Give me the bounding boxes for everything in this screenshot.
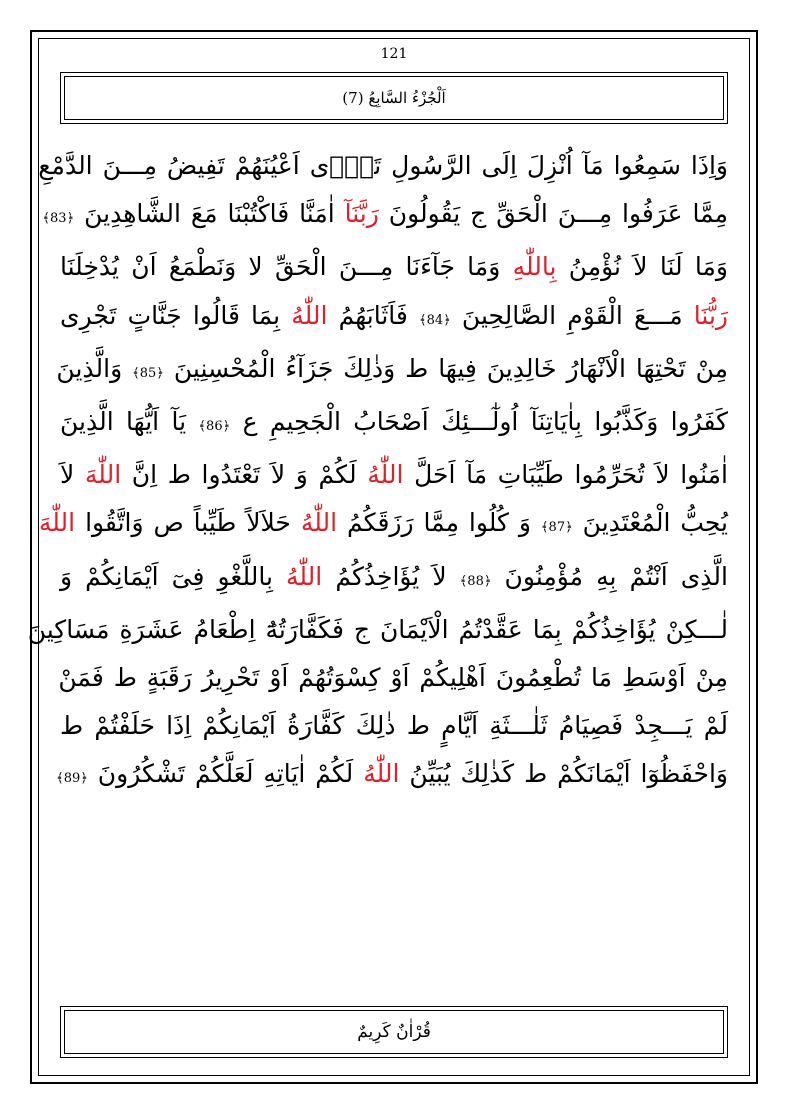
verse-line [27,606,728,654]
verse-line [60,292,728,345]
divine-name: رَبُّنَا [693,300,728,330]
verse-line [60,451,728,499]
ayah-number: ﴿85﴾ [132,365,164,381]
verse-segment: لاَ يُؤَاخِذُكُمُ [322,561,460,591]
verse-line [60,243,728,291]
divine-name: اللّٰهُ [286,561,323,591]
verse-segment: مِنْ اَوْسَطِ مَا تُطْعِمُونَ اَهْلِيكُمْ اَوْ كِسْوَتُهُمْ اَوْ تَحْرِيرُ رَقَبَةٍ ط فَمَنْ [58,663,728,693]
verse-segment: وَمَا جَآءَنَا مِـــنَ الْحَقِّ لا وَنَطْمَعُ اَنْ يُدْخِلَنَا [60,252,513,282]
verse-line [60,702,728,750]
verse-segment: وَالَّذِينَ [56,353,133,383]
page-number: 121 [380,46,408,62]
footer-title: قُرْاٰنٌ كَرِيمٌ [357,1022,431,1042]
divine-name: اللّٰهُ [291,300,328,330]
verse-line [56,345,728,398]
verse-segment: وَاِذَا سَمِعُوا مَآ اُنْزِلَ اِلَى الرَّسُولِ تَرٰۤى اَعْيُنَهُمْ تَفِيضُ مِـــنَ الدَّمْعِ [38,151,728,180]
verse-line [60,654,728,702]
verse-segment: بِاللَّغْوِ فِىٓ اَيْمَانِكُمْ وَ [60,561,286,591]
verse-segment: اٰمَنَّا فَاكْتُبْنَا مَعَ الشَّاهِدِينَ [74,199,345,229]
divine-name: بِاللّٰهِ [512,252,557,282]
juz-title: اَلْجُزْءُ السَّابِعُ (7) [342,89,446,107]
verse-segment: لَكُمْ اٰيَاتِهِ لَعَلَّكُمْ تَشْكُرُونَ [87,759,364,789]
verse-segment: لٰـــكِنْ يُؤَاخِذُكُمْ بِمَا عَقَّدْتُمُ الْاَيْمَانَ ج فَكَفَّارَتُهُٓ اِطْعَامُ عَشَرَةِ مَسَاكِينَ [27,614,728,644]
verse-segment: وَ كُلُوا مِمَّا رَزَقَكُمُ [337,508,541,538]
divine-name: اللّٰهُ [300,508,338,538]
verse-line [42,190,728,243]
verse-segment: الَّذِى اَنْتُمْ بِهِ مُؤْمِنُونَ [491,561,728,591]
verse-segment: وَاحْفَظُوٓا اَيْمَانَكُمْ ط كَذٰلِكَ يُبَيِّنُ [399,759,728,789]
divine-name: اللّٰهَ [38,508,76,538]
verse-segment: مِمَّا عَرَفُوا مِـــنَ الْحَقِّ ج يَقُولُونَ [378,199,728,229]
verse-text-block [27,142,729,789]
footer-box [64,1010,724,1054]
ayah-number: ﴿83﴾ [42,211,75,227]
verse-segment: مَـــعَ الْقَوْمِ الصَّالِحِينَ [450,300,694,330]
ayah-number: ﴿88﴾ [459,573,492,589]
verse-segment: بِمَا قَالُوا جَنَّاتٍ تَجْرِى [60,300,292,330]
divine-name: اللّٰهُ [363,759,400,789]
verse-segment: مِنْ تَحْتِهَا الْاَنْهَارُ خَالِدِينَ فِيهَا ط وَذٰلِكَ جَزَآءُ الْمُحْسِنِينَ [163,353,728,383]
verse-line [38,142,728,190]
ayah-number: ﴿89﴾ [56,771,88,787]
divine-name: اللّٰهُ [367,460,404,490]
verse-segment: اٰمَنُوا لاَ تُحَرِّمُوا طَيِّبَاتِ مَآ اَحَلَّ [403,460,728,490]
verse-segment: حَلاَلاً طَيِّباً ص وَاتَّقُوا [75,508,301,538]
ayah-number: ﴿84﴾ [419,312,451,328]
verse-segment: لَكُمْ وَ لاَ تَعْتَدُوا ط اِنَّ [121,460,368,490]
verse-line [38,499,728,552]
header-box [64,76,724,120]
ayah-number: ﴿86﴾ [198,419,231,435]
verse-segment: فَاَثَابَهُمُ [327,300,419,330]
verse-segment: كَفَرُوا وَكَذَّبُوا بِاٰيَاتِنَآ اُولٰٓـــئِكَ اَصْحَابُ الْجَحِيمِ ع [230,407,729,437]
divine-name: اللّٰهَ [84,460,122,490]
verse-segment: لَمْ يَـــجِدْ فَصِيَامُ ثَلٰـــثَةِ اَيَّامٍ ط ذٰلِكَ كَفَّارَةُ اَيْمَانِكُمْ اِذَا حَلَفْتُمْ ط [60,711,729,741]
verse-segment: وَمَا لَنَا لاَ نُؤْمِنُ [556,252,728,282]
divine-name: رَبَّنَآ [344,199,379,229]
verse-segment: يُحِبُّ الْمُعْتَدِينَ [572,508,728,538]
verse-segment: يَآ اَيُّهَا الَّذِينَ [60,407,199,437]
ayah-number: ﴿87﴾ [540,520,573,536]
verse-line [60,553,728,606]
verse-line [60,398,728,451]
verse-line [56,750,728,803]
verse-segment: لاَ [60,460,85,490]
